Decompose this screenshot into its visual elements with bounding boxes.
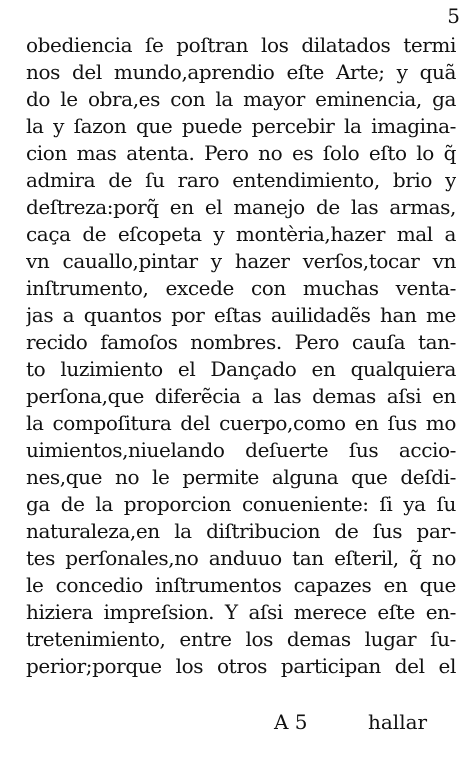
text-line: tretenimiento, entre los demas lugar ſu- [26, 627, 456, 651]
text-line: inſtrumento, excede con muchas venta- [26, 276, 456, 300]
text-line: nos del mundo,aprendio eſte Arte; y quã [26, 60, 456, 84]
text-line: ga de la proporcion conueniente: ſi ya ſu [26, 492, 456, 516]
text-line: perior;porque los otros participan del el [26, 654, 456, 678]
body-text [26, 32, 456, 680]
text-line: perſona,que diferẽcia a las demas aſsi en [26, 384, 456, 408]
text-line: do le obra,es con la mayor eminencia, ga [26, 87, 456, 111]
page-footer [0, 707, 466, 737]
text-line: cion mas atenta. Pero no es ſolo eſto lo q̃ [26, 141, 456, 165]
text-line: obediencia ſe poſtran los dilatados termi [26, 33, 456, 57]
text-line: to luzimiento el Dançado en qualquiera [26, 357, 456, 381]
catchword: hallar [368, 710, 428, 734]
text-line: admira de ſu raro entendimiento, brio y [26, 168, 456, 192]
text-line: nes,que no le permite alguna que deſdi- [26, 465, 456, 489]
text-line: deſtreza:porq̃ en el manejo de las armas, [26, 195, 456, 219]
signature-mark: A 5 [274, 710, 308, 734]
text-line: caça de eſcopeta y montèria,hazer mal a [26, 222, 456, 246]
text-line: la y ſazon que puede percebir la imagina- [26, 114, 456, 138]
text-line: tes perſonales,no anduuo tan eſteril, q̃ no [26, 546, 456, 570]
text-line: hiziera impreſsion. Y aſsi merece eſte en- [26, 600, 456, 624]
text-line: recido famoſos nombres. Pero cauſa tan- [26, 330, 456, 354]
text-line: la compoſitura del cuerpo,como en ſus mo [26, 411, 456, 435]
text-line: uimientos,niuelando deſuerte ſus accio- [26, 438, 456, 462]
text-line: naturaleza,en la diſtribucion de ſus par- [26, 519, 456, 543]
page-number: 5 [447, 4, 460, 28]
text-line: vn cauallo,pintar y hazer verſos,tocar vn [26, 249, 456, 273]
text-line: jas a quantos por eſtas auilidadẽs han me [26, 303, 456, 327]
text-line: le concedio inſtrumentos capazes en que [26, 573, 456, 597]
